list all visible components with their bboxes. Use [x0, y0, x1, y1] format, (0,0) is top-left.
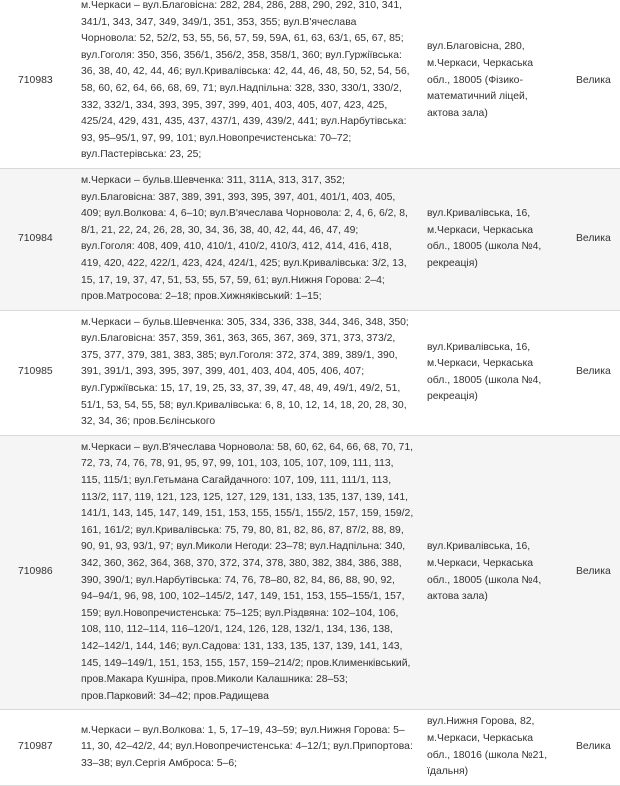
station-address: вул.Нижня Горова, 82, м.Черкаси, Черкаська обл., 18016 (школа №21, їдальня) [419, 710, 562, 785]
table-row [0, 0, 620, 168]
station-type: Велика [562, 168, 620, 310]
station-number: 710987 [0, 710, 75, 785]
station-boundaries: м.Черкаси – вул.Благовісна: 282, 284, 286, 288, 290, 292, 310, 341, 341/1, 343, 347, 349, 349/1, 351, 353, 355; вул.В'ячеслава Чорновола: 52, 52/2, 53, 55, 56, 57, 59, 59А, 61, 63, 63/1, 65, 67, 85; вул.Гоголя: 350, 356, 356/1, 356/2, 358, 358/1, 360; вул.Гуржіївська: 36, 38, 40, 42, 44, 46; вул.Кривалівська: 42, 44, 46, 48, 50, 52, 54, 56, 58, 60, 62, 64, 66, 68, 69, 71; вул.Надпільна: 328, 330, 330/1, 330/2, 332, 332/1, 334, 393, 395, 397, 399, 401, 403, 405, 407, 423, 425, 425/24, 429, 431, 435, 437, 437/1, 439, 439/2, 441; вул.Нарбутівська: 93, 95–95/1, 97, 99, 101; вул.Новопречистенська: 70–72; вул.Пастерівська: 23, 25; [75, 0, 419, 168]
station-boundaries: м.Черкаси – бульв.Шевченка: 311, 311А, 313, 317, 352; вул.Благовісна: 387, 389, 391, 393, 395, 397, 401, 401/1, 403, 405, 409; вул.Волкова: 4, 6–10; вул.В'ячеслава Чорновола: 2, 4, 6, 6/2, 8, 8/1, 21, 22, 24, 26, 28, 30, 34, 36, 38, 40, 42, 44, 46, 47, 49; вул.Гоголя: 408, 409, 410, 410/1, 410/2, 410/3, 412, 414, 416, 418, 419, 420, 422, 422/1, 423, 424, 424/1, 425; вул.Кривалівська: 3/2, 13, 15, 17, 19, 37, 47, 51, 53, 55, 57, 59, 61; вул.Нижня Горова: 2–4; пров.Матросова: 2–18; пров.Хижняківський: 1–15; [75, 168, 419, 310]
station-type: Велика [562, 710, 620, 785]
station-address: вул.Кривалівська, 16, м.Черкаси, Черкаська обл., 18005 (школа №4, рекреація) [419, 168, 562, 310]
station-type: Велика [562, 310, 620, 435]
station-number: 710984 [0, 168, 75, 310]
table-row [0, 168, 620, 310]
station-number: 710986 [0, 435, 75, 710]
station-boundaries: м.Черкаси – вул.Волкова: 1, 5, 17–19, 43–59; вул.Нижня Горова: 5–11, 30, 42–42/2, 44; вул.Новопречистенська: 4–12/1; вул.Припортова: 33–38; вул.Сергія Амброса: 5–6; [75, 710, 419, 785]
table-row [0, 310, 620, 435]
station-number: 710983 [0, 0, 75, 168]
station-address: вул.Кривалівська, 16, м.Черкаси, Черкаська обл., 18005 (школа №4, рекреація) [419, 310, 562, 435]
station-address: вул.Благовісна, 280, м.Черкаси, Черкаська обл., 18005 (Фізико-математичний ліцей, актова зала) [419, 0, 562, 168]
table-row [0, 435, 620, 710]
station-number: 710985 [0, 310, 75, 435]
station-type: Велика [562, 435, 620, 710]
station-boundaries: м.Черкаси – вул.В'ячеслава Чорновола: 58, 60, 62, 64, 66, 68, 70, 71, 72, 73, 74, 76, 78, 91, 95, 97, 99, 101, 103, 105, 107, 109, 111, 113, 115, 115/1; вул.Гетьмана Сагайдачного: 107, 109, 111, 111/1, 113, 113/2, 117, 119, 121, 123, 125, 127, 129, 131, 133, 135, 137, 139, 141, 141/1, 143, 145, 147, 149, 151, 153, 155, 155/1, 155/2, 157, 159, 159/2, 161, 161/2; вул.Кривалівська: 75, 79, 80, 81, 82, 86, 87, 87/2, 88, 89, 90, 91, 93, 93/1, 97; вул.Миколи Негоди: 23–78; вул.Надпільна: 340, 342, 360, 362, 364, 368, 370, 372, 374, 378, 380, 382, 384, 386, 388, 390, 390/1; вул.Нарбутівська: 74, 76, 78–80, 82, 84, 86, 88, 90, 92, 94–94/1, 96, 98, 100, 102–145/2, 147, 149, 151, 153, 155–155/1, 157, 159; вул.Новопречистенська: 75–125; вул.Різдвяна: 102–104, 106, 108, 110, 112–114, 116–120/1, 124, 126, 128, 132/1, 134, 136, 138, 142–142/1, 144, 146; вул.Садова: 131, 133, 135, 137, 139, 141, 143, 145, 149–149/1, 151, 153, 155, 157, 159–214/2; пров.Клименківський, пров.Макара Кушніра, пров.Миколи Калашника: 28–53; пров.Парковий: 34–42; пров.Радищева [75, 435, 419, 710]
table-row [0, 710, 620, 785]
station-address: вул.Кривалівська, 16, м.Черкаси, Черкаська обл., 18005 (школа №4, актова зала) [419, 435, 562, 710]
station-boundaries: м.Черкаси – бульв.Шевченка: 305, 334, 336, 338, 344, 346, 348, 350; вул.Благовісна: 357, 359, 361, 363, 365, 367, 369, 371, 373, 373/2, 375, 377, 379, 381, 383, 385; вул.Гоголя: 372, 374, 389, 389/1, 390, 391, 391/1, 393, 395, 397, 399, 401, 403, 404, 405, 406, 407; вул.Гуржіївська: 15, 17, 19, 25, 33, 37, 39, 47, 48, 49, 49/1, 49/2, 51, 51/1, 53, 54, 55, 58; вул.Кривалівська: 6, 8, 10, 12, 14, 18, 20, 28, 30, 32, 34, 36; пров.Бєлінського [75, 310, 419, 435]
station-type: Велика [562, 0, 620, 168]
